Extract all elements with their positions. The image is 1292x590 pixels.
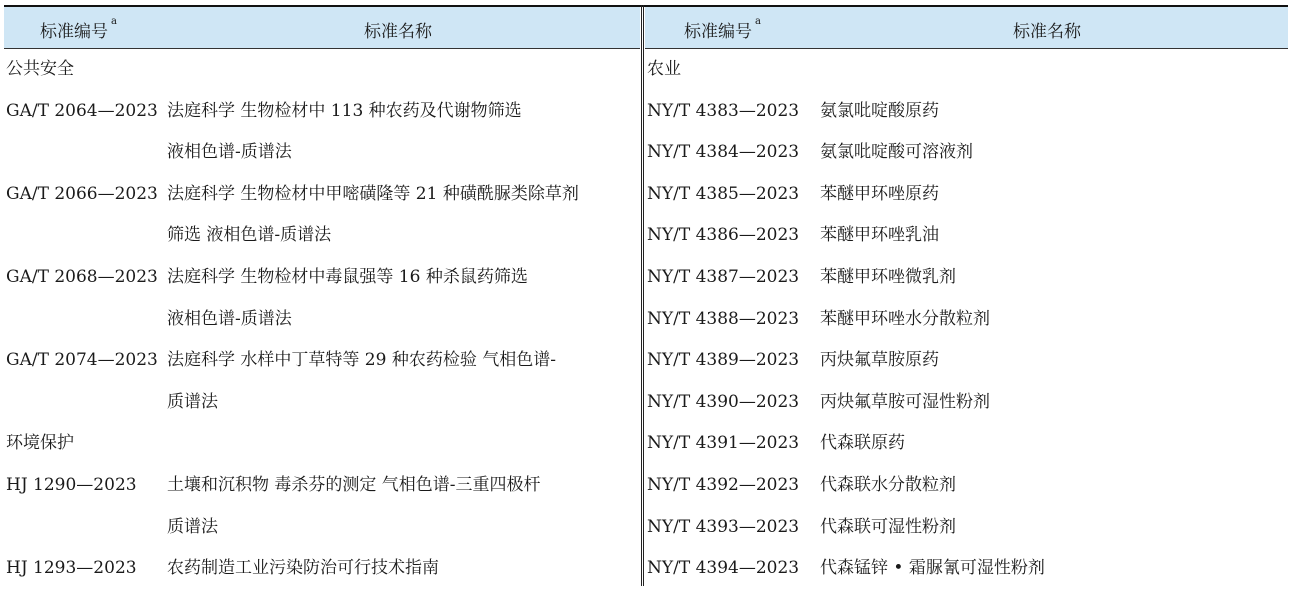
standard-name: 法庭科学 生物检材中甲嘧磺隆等 21 种磺酰脲类除草剂 bbox=[167, 183, 579, 204]
standard-code: NY/T 4388—2023 bbox=[647, 308, 800, 329]
category-label: 公共安全 bbox=[6, 59, 74, 79]
table-row bbox=[4, 382, 640, 424]
standard-name: 土壤和沉积物 毒杀芬的测定 气相色谱-三重四极杆 bbox=[167, 474, 541, 495]
standard-name: 液相色谱-质谱法 bbox=[167, 308, 292, 329]
footnote-marker: a bbox=[111, 16, 117, 27]
standard-code: HJ 1293—2023 bbox=[6, 558, 137, 579]
standard-code: NY/T 4394—2023 bbox=[647, 558, 800, 579]
standard-code: NY/T 4389—2023 bbox=[647, 350, 800, 371]
table-row bbox=[645, 507, 1288, 549]
standard-code: NY/T 4386—2023 bbox=[647, 225, 800, 246]
category-row bbox=[4, 49, 640, 91]
standard-code: NY/T 4390—2023 bbox=[647, 391, 800, 412]
table-row bbox=[645, 91, 1288, 133]
header-name: 标准名称 bbox=[1013, 22, 1081, 42]
standard-name: 法庭科学 水样中丁草特等 29 种农药检验 气相色谱- bbox=[167, 350, 556, 371]
table-row bbox=[4, 548, 640, 590]
standard-code: NY/T 4391—2023 bbox=[647, 433, 800, 454]
table-body bbox=[4, 49, 640, 590]
table-header bbox=[4, 7, 640, 49]
standard-code: NY/T 4383—2023 bbox=[647, 100, 800, 121]
table-row bbox=[645, 548, 1288, 590]
table-row bbox=[4, 299, 640, 341]
table-row bbox=[645, 132, 1288, 174]
standard-name: 法庭科学 生物检材中毒鼠强等 16 种杀鼠药筛选 bbox=[167, 266, 528, 287]
table-row bbox=[4, 215, 640, 257]
standard-name: 氨氯吡啶酸原药 bbox=[820, 100, 939, 121]
table-row bbox=[645, 299, 1288, 341]
standard-name: 苯醚甲环唑微乳剂 bbox=[820, 266, 956, 287]
standard-code: GA/T 2066—2023 bbox=[6, 183, 158, 204]
table-row bbox=[4, 507, 640, 549]
standard-code: NY/T 4393—2023 bbox=[647, 516, 800, 537]
standard-code: NY/T 4384—2023 bbox=[647, 142, 800, 163]
standard-name: 苯醚甲环唑水分散粒剂 bbox=[820, 308, 990, 329]
standard-name: 筛选 液相色谱-质谱法 bbox=[167, 225, 332, 246]
table-row bbox=[4, 132, 640, 174]
table-row bbox=[645, 340, 1288, 382]
category-label: 农业 bbox=[647, 59, 681, 79]
table-row bbox=[645, 382, 1288, 424]
table-row bbox=[4, 465, 640, 507]
standard-code: HJ 1290—2023 bbox=[6, 474, 137, 495]
table-row bbox=[4, 257, 640, 299]
column-divider bbox=[643, 5, 644, 586]
standard-name: 代森锰锌 • 霜脲氰可湿性粉剂 bbox=[820, 558, 1045, 579]
header-code-label: 标准编号 bbox=[684, 22, 752, 42]
standard-name: 液相色谱-质谱法 bbox=[167, 142, 292, 163]
standard-name: 代森联水分散粒剂 bbox=[820, 474, 956, 495]
table-row bbox=[4, 174, 640, 216]
standard-code: GA/T 2068—2023 bbox=[6, 266, 158, 287]
standard-name: 苯醚甲环唑原药 bbox=[820, 183, 939, 204]
standard-name: 农药制造工业污染防治可行技术指南 bbox=[167, 558, 439, 579]
column-divider bbox=[641, 5, 642, 586]
table-row bbox=[645, 174, 1288, 216]
left-panel bbox=[4, 7, 640, 590]
table-row bbox=[645, 423, 1288, 465]
table-row bbox=[645, 465, 1288, 507]
header-code bbox=[40, 17, 117, 42]
table-row bbox=[645, 257, 1288, 299]
standard-code: GA/T 2064—2023 bbox=[6, 100, 158, 121]
header-name: 标准名称 bbox=[364, 22, 432, 42]
header-code-label: 标准编号 bbox=[40, 22, 108, 42]
standard-name: 丙炔氟草胺原药 bbox=[820, 350, 939, 371]
table-row bbox=[645, 215, 1288, 257]
footnote-marker: a bbox=[755, 16, 761, 27]
standard-name: 氨氯吡啶酸可溶液剂 bbox=[820, 142, 973, 163]
category-label: 环境保护 bbox=[6, 433, 74, 454]
right-panel bbox=[645, 7, 1288, 590]
standard-name: 法庭科学 生物检材中 113 种农药及代谢物筛选 bbox=[167, 100, 522, 121]
standard-name: 质谱法 bbox=[167, 391, 218, 412]
category-row bbox=[4, 423, 640, 465]
category-row bbox=[645, 49, 1288, 91]
standard-code: NY/T 4387—2023 bbox=[647, 266, 800, 287]
standard-name: 苯醚甲环唑乳油 bbox=[820, 225, 939, 246]
standard-name: 代森联原药 bbox=[820, 433, 905, 454]
standard-name: 丙炔氟草胺可湿性粉剂 bbox=[820, 391, 990, 412]
standard-code: GA/T 2074—2023 bbox=[6, 350, 158, 371]
table-row bbox=[4, 340, 640, 382]
header-code bbox=[684, 17, 761, 42]
table-row bbox=[4, 91, 640, 133]
standard-code: NY/T 4392—2023 bbox=[647, 474, 800, 495]
standard-code: NY/T 4385—2023 bbox=[647, 183, 800, 204]
standard-name: 质谱法 bbox=[167, 516, 218, 537]
standard-name: 代森联可湿性粉剂 bbox=[820, 516, 956, 537]
table-body bbox=[645, 49, 1288, 590]
table-header bbox=[645, 7, 1288, 49]
